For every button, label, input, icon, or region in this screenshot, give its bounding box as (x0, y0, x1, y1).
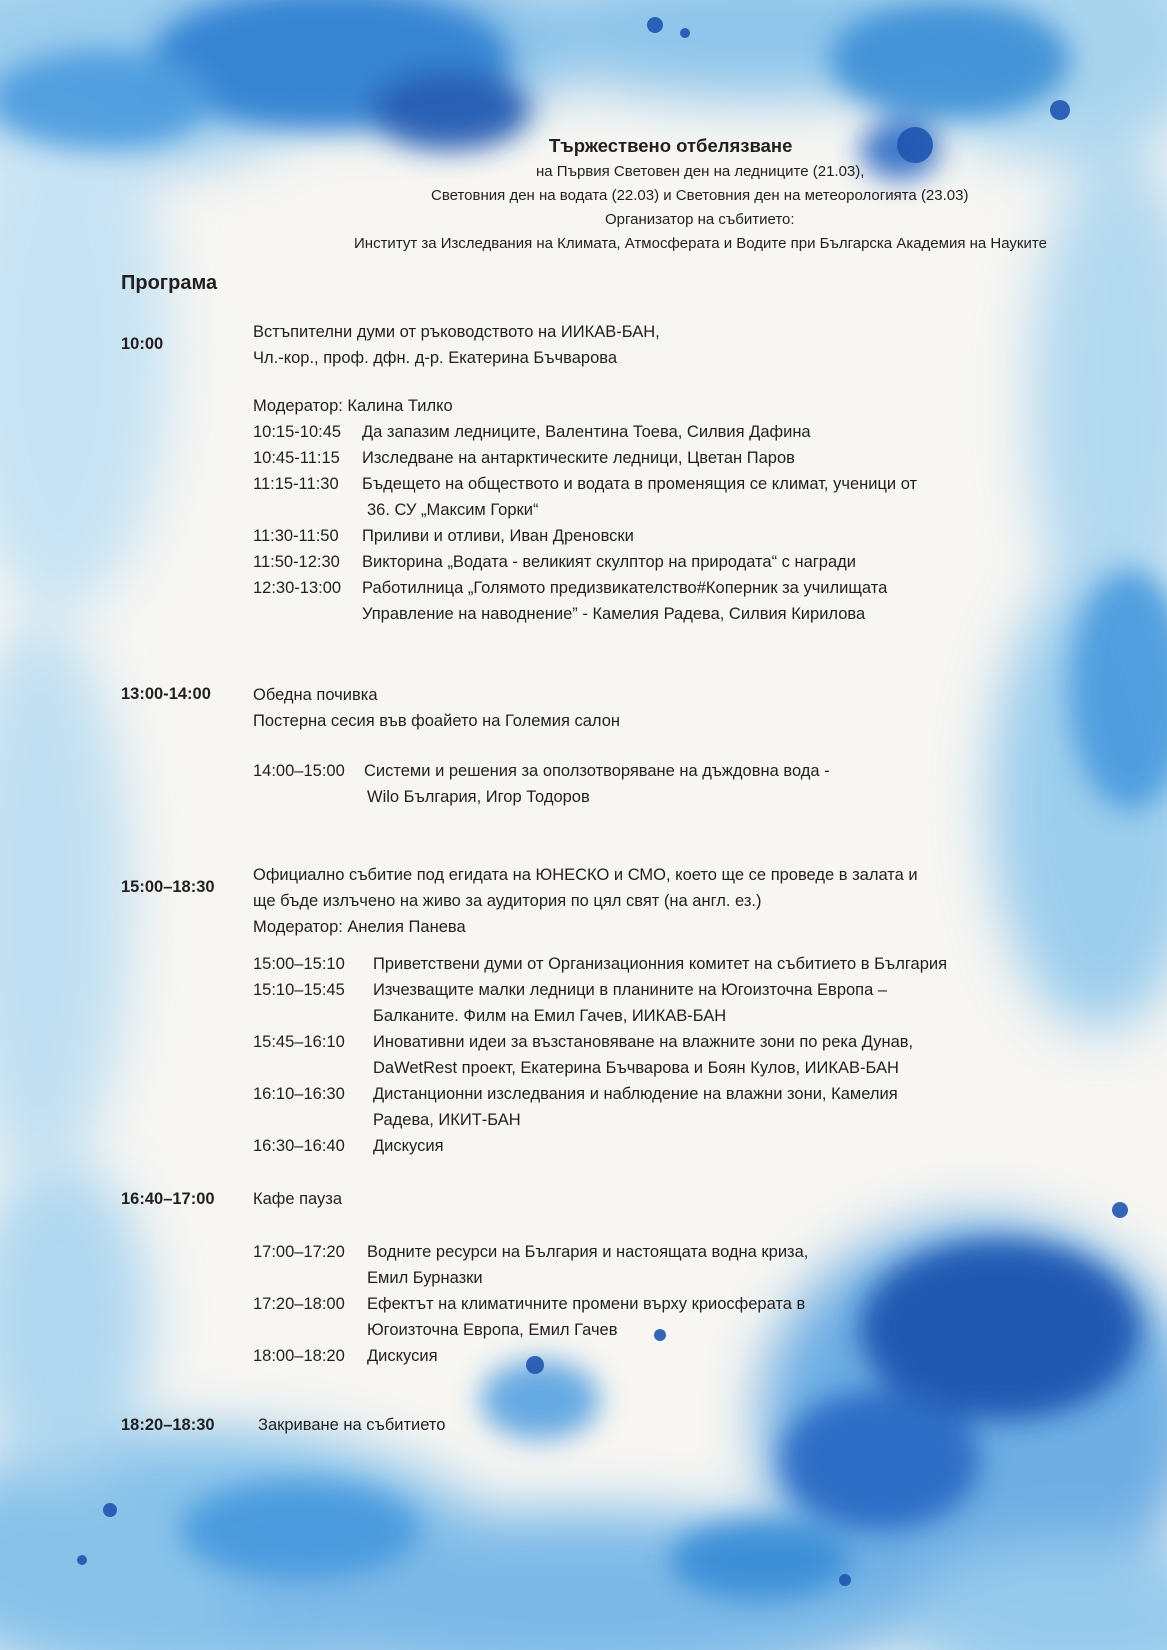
session-text: Приветствени думи от Организационния комитет на събитието в България (373, 955, 948, 973)
block-time: 18:20–18:30 (121, 1416, 215, 1434)
block-text: ще бъде излъчено на живо за аудитория по цял свят (на англ. ез.) (253, 892, 762, 910)
session-time: 18:00–18:20 (253, 1347, 345, 1365)
block-text: Чл.-кор., проф. дфн. д-р. Екатерина Бъчварова (253, 349, 618, 367)
session-text: Дистанционни изследвания и наблюдение на влажни зони, Камелия (373, 1085, 898, 1103)
session-time: 14:00–15:00 (253, 762, 345, 780)
session-text: Емил Бурназки (367, 1269, 483, 1287)
session-time: 12:30-13:00 (253, 579, 342, 597)
session-text: Иновативни идеи за възстановяване на влажните зони по река Дунав, (373, 1033, 914, 1051)
session-time: 16:10–16:30 (253, 1085, 345, 1103)
session-text: Бъдещето на обществото и водата в променящия се климат, ученици от (362, 475, 918, 493)
header-line-2: Световния ден на водата (22.03) и Световния ден на метеорологията (23.03) (431, 187, 969, 204)
session-text: Радева, ИКИТ-БАН (373, 1111, 521, 1129)
session-text: Викторина „Водата - великият скулптор на природата“ с награди (362, 553, 856, 571)
block-text: Обедна почивка (253, 686, 378, 704)
block-time: 15:00–18:30 (121, 878, 215, 896)
session-time: 10:15-10:45 (253, 423, 342, 441)
closing-line: Закриване на събитието (258, 1416, 446, 1434)
block-text: Кафе пауза (253, 1190, 343, 1208)
header-line-1: на Първия Световен ден на ледниците (21.03), (536, 163, 865, 180)
session-time: 11:50-12:30 (253, 553, 340, 571)
session-time: 10:45-11:15 (253, 449, 340, 467)
block-text: Постерна сесия във фоайето на Големия салон (253, 712, 621, 730)
block-text: Встъпителни думи от ръководството на ИИКАВ-БАН, (253, 323, 660, 341)
header-line-3: Организатор на събитието: (605, 211, 795, 228)
session-text: Водните ресурси на България и настоящата водна криза, (367, 1243, 809, 1261)
session-text: Изследване на антарктическите ледници, Цветан Паров (362, 449, 795, 467)
session-text: Балканите. Филм на Емил Гачев, ИИКАВ-БАН (373, 1007, 727, 1025)
session-text: Да запазим ледниците, Валентина Тоева, Силвия Дафина (362, 423, 811, 441)
session-text: Югоизточна Европа, Емил Гачев (367, 1321, 618, 1339)
session-text: Дискусия (367, 1347, 438, 1365)
session-text: Изчезващите малки ледници в планините на Югоизточна Европа – (373, 981, 888, 999)
session-text: Wilo България, Игор Тодоров (367, 788, 590, 806)
session-time: 15:45–16:10 (253, 1033, 345, 1051)
session-time: 17:20–18:00 (253, 1295, 345, 1313)
block-time: 10:00 (121, 335, 164, 353)
moderator-line: Модератор: Калина Тилко (253, 397, 453, 415)
session-time: 15:10–15:45 (253, 981, 345, 999)
header-line-4: Институт за Изследвания на Климата, Атмосферата и Водите при Българска Академия на Науките (354, 235, 1047, 252)
program-heading: Програма (121, 272, 218, 294)
session-text: Управление на наводнение” - Камелия Радева, Силвия Кирилова (362, 605, 866, 623)
session-text: Системи и решения за оползотворяване на дъждовна вода - (364, 762, 830, 780)
session-text: Работилница „Голямото предизвикателство#Коперник за училищата (362, 579, 888, 597)
session-time: 15:00–15:10 (253, 955, 345, 973)
session-time: 11:30-11:50 (253, 527, 339, 545)
session-text: Дискусия (373, 1137, 444, 1155)
page-title: Тържествено отбелязване (549, 135, 793, 156)
block-text: Официално събитие под егидата на ЮНЕСКО и СМО, което ще се проведе в залата и (253, 866, 918, 884)
session-text: DaWetRest проект, Екатерина Бъчварова и Боян Кулов, ИИКАВ-БАН (373, 1059, 899, 1077)
session-time: 17:00–17:20 (253, 1243, 345, 1261)
block-time: 16:40–17:00 (121, 1190, 215, 1208)
session-text: 36. СУ „Максим Горки“ (367, 501, 539, 519)
block-time: 13:00-14:00 (121, 685, 211, 703)
session-time: 16:30–16:40 (253, 1137, 345, 1155)
moderator-line: Модератор: Анелия Панева (253, 918, 466, 936)
session-time: 11:15-11:30 (253, 475, 339, 493)
session-text: Приливи и отливи, Иван Дреновски (362, 527, 634, 545)
session-text: Ефектът на климатичните промени върху криосферата в (367, 1295, 806, 1313)
